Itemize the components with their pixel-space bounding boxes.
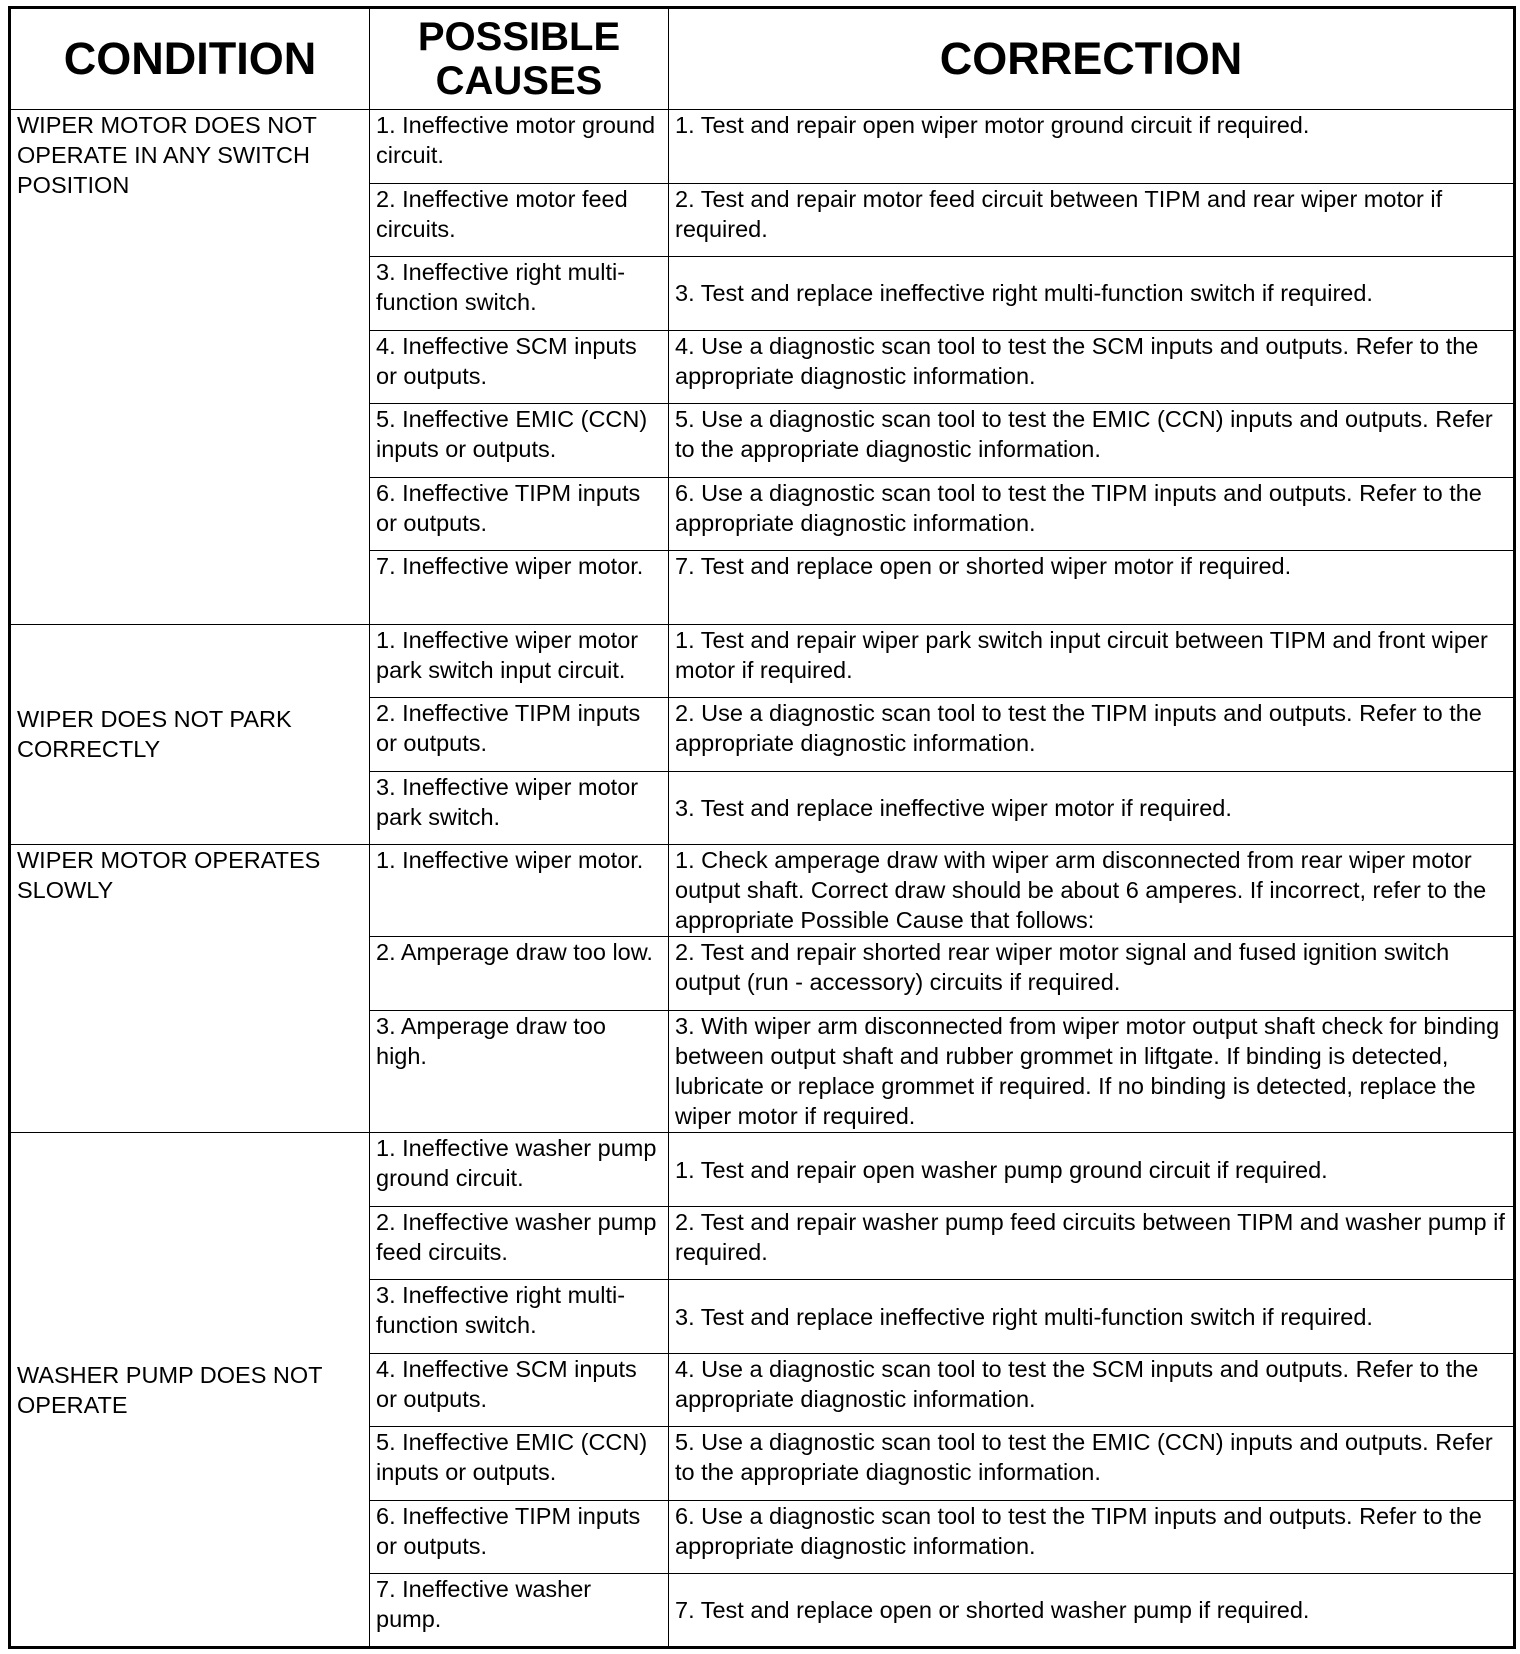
cause-cell: 3. Amperage draw too high. <box>370 1010 669 1133</box>
correction-cell: 3. Test and replace ineffective right multi-function switch if required. <box>669 1280 1515 1354</box>
cause-cell: 2. Ineffective motor feed circuits. <box>370 183 669 257</box>
correction-cell: 1. Test and repair wiper park switch input circuit between TIPM and front wiper motor if required. <box>669 624 1515 698</box>
table-row <box>10 624 1515 698</box>
cause-cell: 1. Ineffective wiper motor. <box>370 845 669 937</box>
cause-cell: 2. Ineffective TIPM inputs or outputs. <box>370 698 669 772</box>
cause-cell: 6. Ineffective TIPM inputs or outputs. <box>370 1500 669 1574</box>
correction-cell: 7. Test and replace open or shorted washer pump if required. <box>669 1574 1515 1648</box>
correction-cell: 5. Use a diagnostic scan tool to test the EMIC (CCN) inputs and outputs. Refer to the appropriate diagnostic information. <box>669 404 1515 478</box>
correction-cell: 4. Use a diagnostic scan tool to test the SCM inputs and outputs. Refer to the appropriate diagnostic information. <box>669 330 1515 404</box>
condition-cell: WIPER MOTOR DOES NOT OPERATE IN ANY SWITCH POSITION <box>10 110 370 625</box>
correction-cell: 1. Test and repair open wiper motor ground circuit if required. <box>669 110 1515 184</box>
diagnosis-table <box>8 6 1516 1649</box>
cause-cell: 4. Ineffective SCM inputs or outputs. <box>370 330 669 404</box>
condition-cell: WIPER MOTOR OPERATES SLOWLY <box>10 845 370 1133</box>
header-condition: CONDITION <box>10 8 370 110</box>
cause-cell: 5. Ineffective EMIC (CCN) inputs or outputs. <box>370 1427 669 1501</box>
correction-cell: 2. Test and repair motor feed circuit between TIPM and rear wiper motor if required. <box>669 183 1515 257</box>
cause-cell: 1. Ineffective wiper motor park switch input circuit. <box>370 624 669 698</box>
cause-cell: 6. Ineffective TIPM inputs or outputs. <box>370 477 669 551</box>
cause-cell: 1. Ineffective washer pump ground circuit. <box>370 1133 669 1207</box>
correction-cell: 3. Test and replace ineffective right multi-function switch if required. <box>669 257 1515 331</box>
correction-cell: 5. Use a diagnostic scan tool to test the EMIC (CCN) inputs and outputs. Refer to the appropriate diagnostic information. <box>669 1427 1515 1501</box>
condition-cell: WIPER DOES NOT PARK CORRECTLY <box>10 624 370 845</box>
cause-cell: 1. Ineffective motor ground circuit. <box>370 110 669 184</box>
header-possible-causes-line1: POSSIBLE <box>417 15 621 59</box>
correction-cell: 1. Check amperage draw with wiper arm disconnected from rear wiper motor output shaft. Correct draw should be about 6 amperes. If incorrect, refer to the appropriate Possible Cause that follows: <box>669 845 1515 937</box>
cause-cell: 2. Ineffective washer pump feed circuits. <box>370 1206 669 1280</box>
correction-cell: 4. Use a diagnostic scan tool to test the SCM inputs and outputs. Refer to the appropriate diagnostic information. <box>669 1353 1515 1427</box>
cause-cell: 7. Ineffective wiper motor. <box>370 551 669 625</box>
correction-cell: 3. With wiper arm disconnected from wiper motor output shaft check for binding between output shaft and rubber grommet in liftgate. If binding is detected, lubricate or replace grommet if required. If no binding is detected, replace the wiper motor if required. <box>669 1010 1515 1133</box>
cause-cell: 5. Ineffective EMIC (CCN) inputs or outputs. <box>370 404 669 478</box>
condition-cell: WASHER PUMP DOES NOT OPERATE <box>10 1133 370 1648</box>
header-row <box>10 8 1515 110</box>
cause-cell: 7. Ineffective washer pump. <box>370 1574 669 1648</box>
cause-cell: 3. Ineffective right multi-function switch. <box>370 1280 669 1354</box>
cause-cell: 3. Ineffective wiper motor park switch. <box>370 771 669 845</box>
correction-cell: 6. Use a diagnostic scan tool to test the TIPM inputs and outputs. Refer to the appropriate diagnostic information. <box>669 1500 1515 1574</box>
correction-cell: 2. Use a diagnostic scan tool to test the TIPM inputs and outputs. Refer to the appropriate diagnostic information. <box>669 698 1515 772</box>
table-row <box>10 110 1515 184</box>
header-correction: CORRECTION <box>669 8 1515 110</box>
correction-cell: 3. Test and replace ineffective wiper motor if required. <box>669 771 1515 845</box>
correction-cell: 1. Test and repair open washer pump ground circuit if required. <box>669 1133 1515 1207</box>
cause-cell: 4. Ineffective SCM inputs or outputs. <box>370 1353 669 1427</box>
cause-cell: 3. Ineffective right multi-function switch. <box>370 257 669 331</box>
header-possible-causes <box>370 8 669 110</box>
header-possible-causes-line2: CAUSES <box>435 59 603 103</box>
correction-cell: 2. Test and repair shorted rear wiper motor signal and fused ignition switch output (run - accessory) circuits if required. <box>669 937 1515 1011</box>
table-row <box>10 845 1515 937</box>
correction-cell: 6. Use a diagnostic scan tool to test the TIPM inputs and outputs. Refer to the appropriate diagnostic information. <box>669 477 1515 551</box>
cause-cell: 2. Amperage draw too low. <box>370 937 669 1011</box>
table-row <box>10 1133 1515 1207</box>
correction-cell: 7. Test and replace open or shorted wiper motor if required. <box>669 551 1515 625</box>
correction-cell: 2. Test and repair washer pump feed circuits between TIPM and washer pump if required. <box>669 1206 1515 1280</box>
